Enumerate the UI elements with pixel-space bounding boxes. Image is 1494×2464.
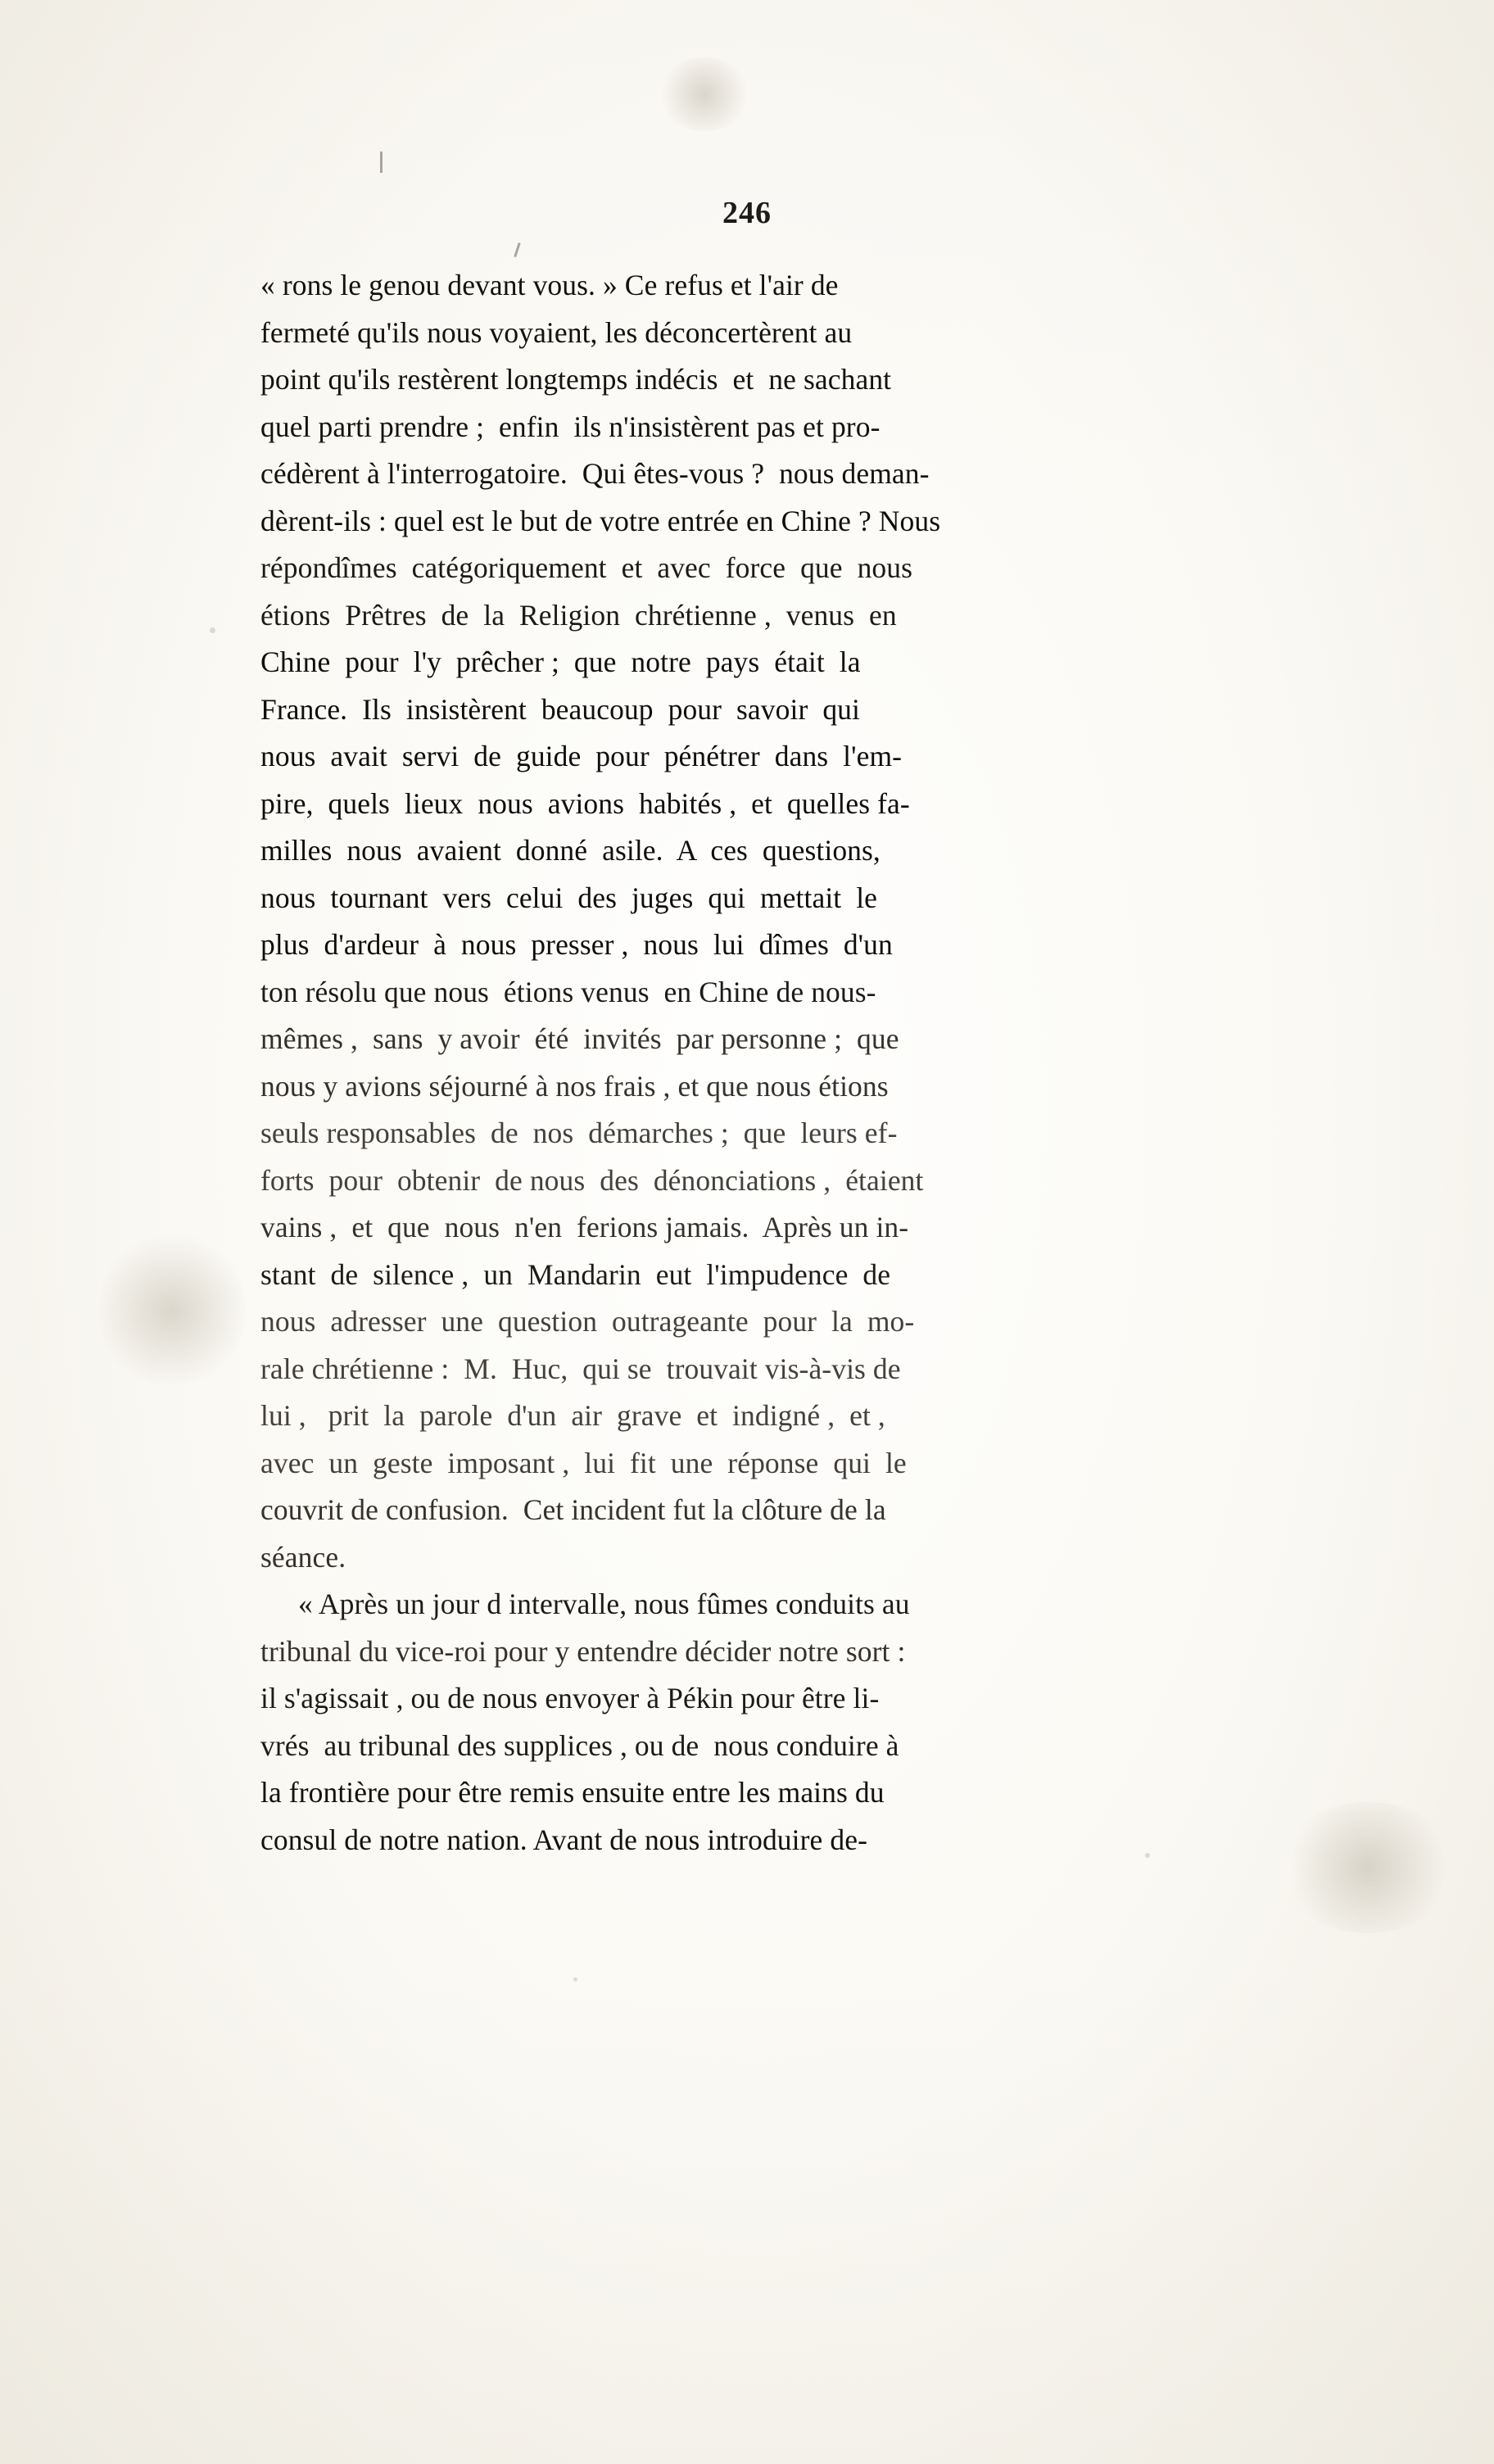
paper-smudge-top — [655, 57, 754, 131]
text-line: rale chrétienne : M. Huc, qui se trouvait vis-à-vis de — [260, 1352, 901, 1385]
text-line: vains , et que nous n'en ferions jamais. Après un in- — [260, 1211, 909, 1243]
text-line-paragraph-start: « Après un jour d intervalle, nous fûmes conduits au — [298, 1588, 910, 1620]
text-line: stant de silence , un Mandarin eut l'impudence de — [260, 1257, 891, 1291]
text-line: « rons le genou devant vous. » Ce refus et l'air de — [260, 269, 839, 301]
text-line: dèrent-ils : quel est le but de votre entrée en Chine ? Nous — [260, 504, 941, 537]
text-line: Chine pour l'y prêcher ; que notre pays était la — [260, 645, 861, 678]
text-line: la frontière pour être remis ensuite entre les mains du — [260, 1776, 885, 1809]
text-line: lui , prit la parole d'un air grave et indigné , et , — [260, 1399, 885, 1432]
text-line: répondîmes catégoriquement et avec force que nous — [260, 551, 913, 584]
text-line: nous adresser une question outrageante pour la mo- — [260, 1305, 915, 1338]
text-line: consul de notre nation. Avant de nous introduire de- — [260, 1823, 867, 1856]
paper-speck — [210, 627, 215, 633]
text-line: nous y avions séjourné à nos frais , et que nous étions — [260, 1069, 889, 1103]
top-margin-tick-mark — [380, 152, 383, 173]
text-line: étions Prêtres de la Religion chrétienne , venus en — [260, 598, 897, 632]
text-line: plus d'ardeur à nous presser , nous lui dîmes d'un — [260, 928, 893, 961]
page-number: 246 — [722, 196, 772, 230]
page-body-text — [260, 262, 1325, 1864]
text-line: quel parti prendre ; enfin ils n'insistèrent pas et pro- — [260, 410, 881, 443]
text-line: séance. — [260, 1540, 346, 1574]
text-line: seuls responsables de nos démarches ; que leurs ef- — [260, 1116, 898, 1149]
text-line: nous avait servi de guide pour pénétrer dans l'em- — [260, 740, 903, 772]
text-line: fermeté qu'ils nous voyaient, les déconcertèrent au — [260, 315, 853, 349]
paper-speck — [573, 1977, 577, 1982]
text-line: nous tournant vers celui des juges qui mettait le — [260, 881, 878, 914]
text-line: cédèrent à l'interrogatoire. Qui êtes-vous ? nous deman- — [260, 457, 930, 490]
text-line: pire, quels lieux nous avions habités , et quelles fa- — [260, 786, 910, 820]
text-line: avec un geste imposant , lui fit une réponse qui le — [260, 1446, 907, 1479]
text-line: France. Ils insistèrent beaucoup pour savoir qui — [260, 692, 860, 726]
text-line: forts pour obtenir de nous des dénonciations , étaient — [260, 1163, 924, 1197]
text-line: mêmes , sans y avoir été invités par personne ; que — [260, 1022, 899, 1055]
text-line: il s'agissait , ou de nous envoyer à Pékin pour être li- — [260, 1682, 880, 1714]
text-line: point qu'ils restèrent longtemps indécis et ne sachant — [260, 363, 892, 396]
text-line: vrés au tribunal des supplices , ou de nous conduire à — [260, 1728, 899, 1762]
text-line: ton résolu que nous étions venus en Chine de nous- — [260, 975, 876, 1008]
text-line: tribunal du vice-roi pour y entendre décider notre sort : — [260, 1634, 906, 1668]
text-line: milles nous avaient donné asile. A ces questions, — [260, 834, 881, 867]
caret-tick-mark — [514, 242, 520, 257]
paper-smudge-left — [98, 1229, 246, 1393]
text-line: couvrit de confusion. Cet incident fut la clôture de la — [260, 1493, 886, 1526]
